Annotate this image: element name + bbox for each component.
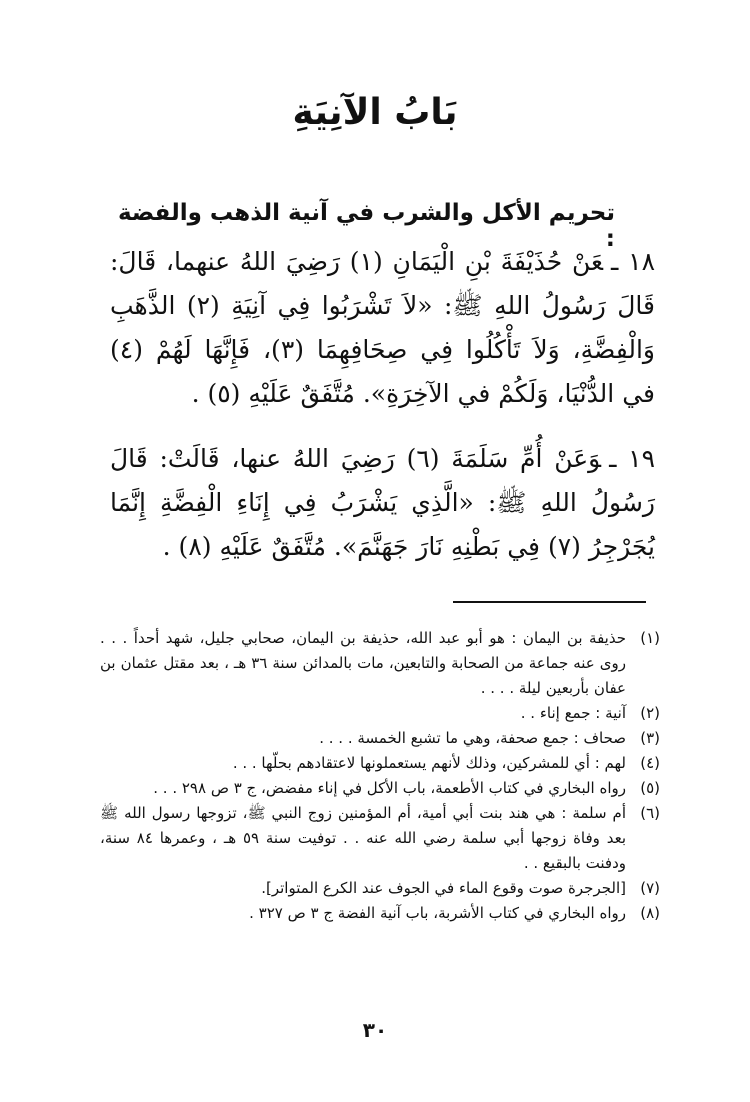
- footnote-number: (٦): [640, 804, 660, 822]
- hadith-text: وَعَنْ أُمِّ سَلَمَةَ (٦) رَضِيَ اللهُ عنها، قَالَتْ: قَالَ رَسُولُ اللهِ ﷺ: «الَّذِي يَشْرَبُ فِي إِنَاءِ الْفِضَّةِ إِنَّمَا يُجَرْجِرُ (٧) فِي بَطْنِهِ نَارَ جَهَنَّمَ». مُتَّفَقٌ عَلَيْهِ (٨) .: [110, 444, 655, 561]
- footnote-item: [100, 776, 660, 801]
- section-heading: تحريم الأكل والشرب في آنية الذهب والفضة :: [117, 200, 615, 252]
- hadith-number: ١٩ ـ: [609, 444, 655, 473]
- footnote-text: أم سلمة : هي هند بنت أبي أمية، أم المؤمنين زوج النبي ﷺ، تزوجها رسول الله ﷺ بعد وفاة زوجها أبي سلمة رضي الله عنه . . توفيت سنة ٥٩ هـ ، وعمرها ٨٤ سنة، ودفنت بالبقيع . .: [100, 804, 627, 872]
- footnote-item: [100, 626, 660, 701]
- hadith-number: ١٨ ـ: [611, 247, 655, 276]
- footnotes: [100, 626, 660, 926]
- footnote-text: صحاف : جمع صحفة، وهي ما تشبع الخمسة . . . .: [319, 729, 626, 747]
- footnote-item: [100, 801, 660, 876]
- hadith-paragraph: [110, 240, 655, 416]
- footnote-number: (٢): [640, 704, 660, 722]
- footnote-item: [100, 726, 660, 751]
- footnote-number: (١): [640, 629, 660, 647]
- footnote-number: (٣): [640, 729, 660, 747]
- footnote-text: رواه البخاري في كتاب الأشربة، باب آنية الفضة ج ٣ ص ٣٢٧ .: [249, 904, 626, 922]
- footnote-text: لهم : أي للمشركين، وذلك لأنهم يستعملونها لاعتقادهم بحلّها . . .: [232, 754, 626, 772]
- footnote-item: [100, 901, 660, 926]
- page-number: ٣٠: [362, 1018, 388, 1042]
- footnote-number: (٥): [640, 779, 660, 797]
- footnote-text: آنية : جمع إناء . .: [520, 704, 626, 722]
- footnote-number: (٤): [640, 754, 660, 772]
- footnote-item: [100, 876, 660, 901]
- footnote-text: حذيفة بن اليمان : هو أبو عبد الله، حذيفة بن اليمان، صحابي جليل، شهد أحداً . . . روى عنه جماعة من الصحابة والتابعين، مات بالمدائن سنة ٣٦ هـ ، بعد مقتل عثمان بن عفان بأربعين ليلة . . . .: [100, 629, 626, 697]
- footnote-item: [100, 701, 660, 726]
- footnote-divider: [453, 601, 646, 603]
- footnote-number: (٧): [640, 879, 660, 897]
- footnote-text: رواه البخاري في كتاب الأطعمة، باب الأكل في إناء مفضض، ج ٣ ص ٢٩٨ . . .: [153, 779, 626, 797]
- hadith-paragraph: [110, 437, 655, 569]
- footnote-item: [100, 751, 660, 776]
- footnote-number: (٨): [640, 904, 660, 922]
- footnote-text: [الجرجرة صوت وقوع الماء في الجوف عند الكرع المتواتر].: [261, 879, 626, 897]
- chapter-title: بَابُ الآنِيَةِ: [292, 92, 458, 133]
- hadith-text: عَنْ حُذَيْفَةَ بْنِ الْيَمَانِ (١) رَضِيَ اللهُ عنهما، قَالَ: قَالَ رَسُولُ اللهِ ﷺ: «لاَ تَشْرَبُوا فِي آنِيَةِ (٢) الذَّهَبِ وَالْفِضَّةِ، وَلاَ تَأْكُلُوا فِي صِحَافِهِمَا (٣)، فَإِنَّهَا لَهُمْ (٤) في الدُّنْيَا، وَلَكُمْ في الآخِرَةِ». مُتَّفَقٌ عَلَيْهِ (٥) .: [110, 247, 655, 408]
